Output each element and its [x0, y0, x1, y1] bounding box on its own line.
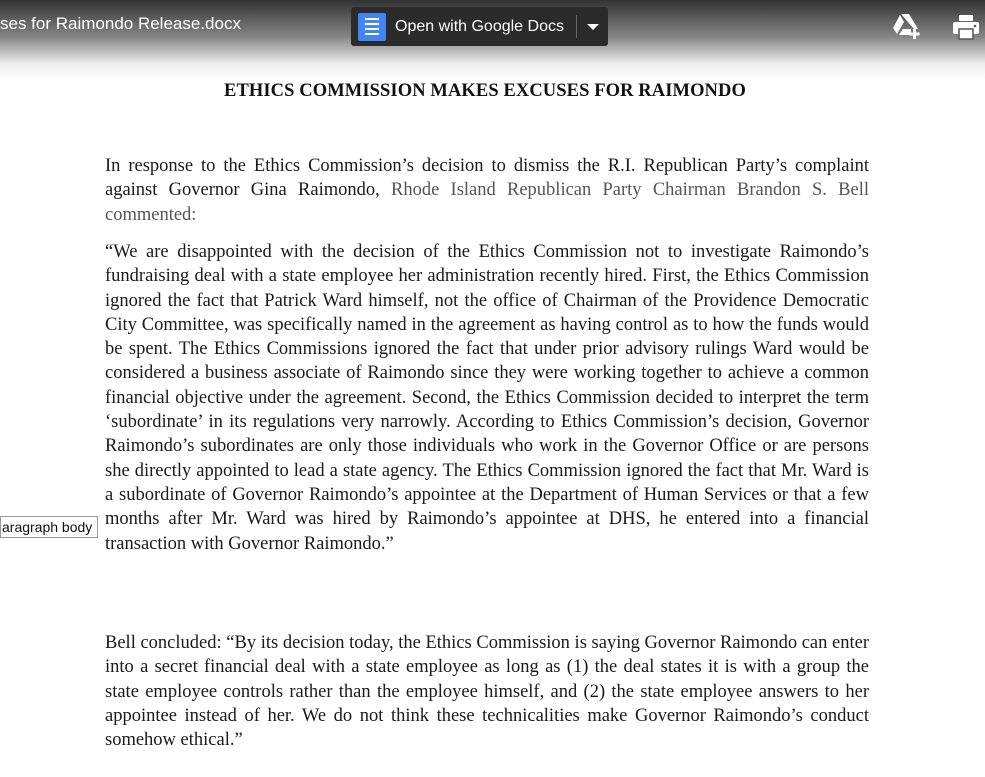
file-title: ses for Raimondo Release.docx — [0, 14, 241, 33]
open-with-main[interactable] — [351, 7, 564, 46]
chevron-down-icon — [587, 24, 599, 30]
open-with-label: Open with Google Docs — [395, 17, 564, 35]
paragraph-quote: “We are disappointed with the decision of the Ethics Commission not to investigate Raimondo’s fundraising deal with a state employee her administration recently hired. First, the Ethics Commission ignored the fact that Patrick Ward himself, not the office of Chairman of the Providence Democratic City Committee, was specifically named in the agreement as having control as to how the funds would be spent. The Ethics Commissions ignored the fact that under prior advisory rulings Ward would be considered a business associate of Raimondo since they were working together to achieve a common financial objective under the agreement. Second, the Ethics Commission decided to interpret the term ‘subordinate’ in its regulations very narrowly. According to Ethics Commission’s decision, Governor Raimondo’s subordinates are only those individuals who work in the Governor Office or are persons she directly appointed to lead a state agency. The Ethics Commission ignored the fact that Mr. Ward is a subordinate of Governor Raimondo’s appointee at the Department of Human Services or that a few months after Mr. Ward was hired by Raimondo’s appointee at DHS, he entered into a financial transaction with Governor Raimondo.” — [105, 242, 869, 554]
viewer-toolbar — [0, 0, 985, 80]
paragraph-conclusion: Bell concluded: “By its decision today, the Ethics Commission is saying Governor Raimondo can enter into a secret financial deal with a state employee as long as (1) the deal states it is with a group the state employee controls rather than the employee himself, and (2) the state employee answers to her appointee instead of her. We do not think these technicalities make Governor Raimondo’s conduct somehow ethical.” — [105, 633, 869, 751]
print-icon[interactable] — [952, 14, 980, 40]
open-with-google-docs-button[interactable] — [351, 7, 608, 46]
google-docs-icon — [358, 13, 386, 41]
paragraph-intro-attribution: Rhode Island Republican Party Chairman Brandon S. Bell commented: — [105, 180, 869, 225]
paragraph-intro — [105, 154, 869, 227]
paragraph-intro-text: In response to the Ethics Commission’s decision to dismiss the R.I. Republican Party’s complaint against Governor Gina Raimondo, — [105, 156, 869, 201]
open-with-dropdown-button[interactable] — [577, 7, 608, 46]
add-to-drive-icon[interactable] — [892, 12, 922, 40]
document-title: ETHICS COMMISSION MAKES EXCUSES FOR RAIMONDO — [224, 81, 746, 101]
style-tooltip: aragraph body — [0, 516, 98, 538]
